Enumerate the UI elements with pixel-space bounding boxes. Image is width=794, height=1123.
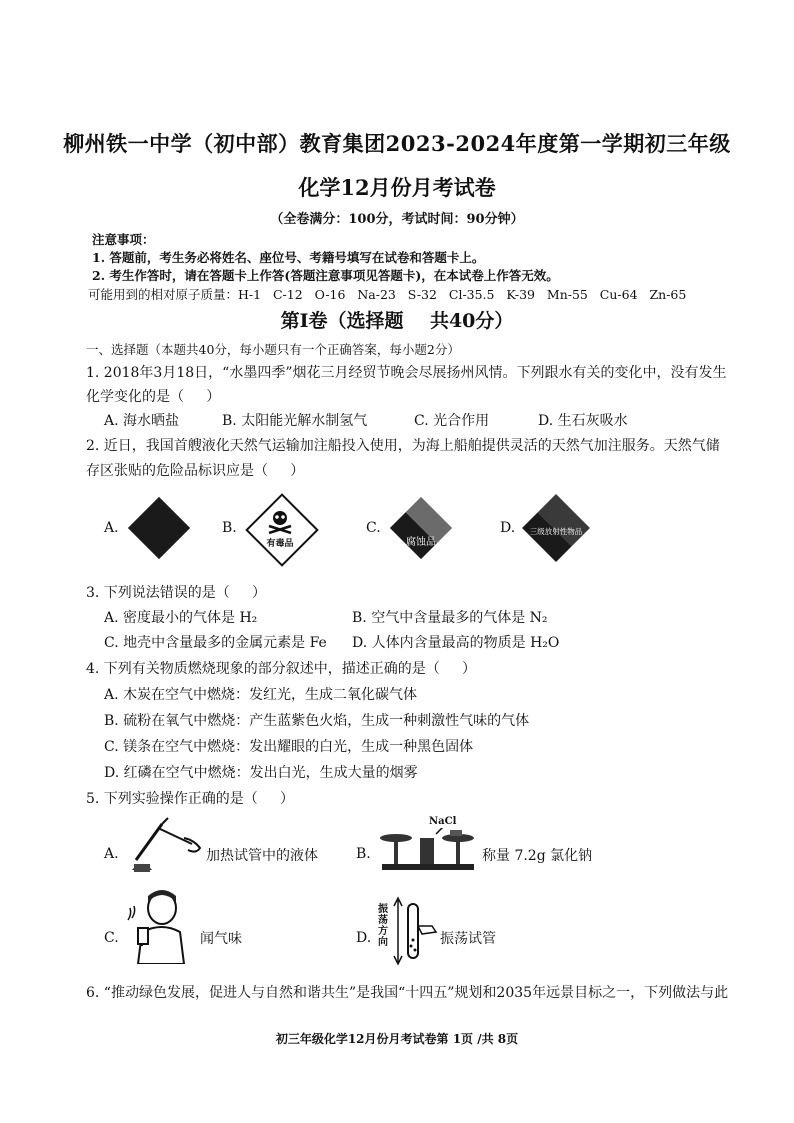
heating-test-tube-illustration [122,814,206,876]
q1-option-c: C. 光合作用 [414,413,490,429]
nacl-label: NaCl [429,816,457,827]
exam-subtitle: （全卷满分：100分，考试时间：90分钟） [270,212,524,227]
q1-stem-line1: 1. 2018年3月18日，“水墨四季”烟花三月经贸节晚会尽展扬州风情。下列跟水有关的变化中，没有发生 [86,365,727,381]
q4-option-c: C. 镁条在空气中燃烧：发出耀眼的白光，生成一种黑色固体 [104,739,474,755]
q4-option-b: B. 硫粉在氧气中燃烧：产生蓝紫色火焰，生成一种刺激性气味的气体 [104,713,530,729]
q5-option-d-letter: D. [356,930,372,946]
test-tube-shaking-illustration [392,896,438,966]
exam-title-line2: 化学12月份月考试卷 [298,175,496,200]
q3-option-c: C. 地壳中含量最多的金属元素是 Fe [104,635,327,651]
hazard-sign-corrosive [390,497,452,559]
q5-option-c-caption: 闻气味 [200,931,242,947]
q2-option-c-letter: C. [366,520,381,536]
q2-stem-line1: 2. 近日，我国首艘液化天然气运输加注船投入使用，为海上船舶提供灵活的天然气加注服务。天然气储 [86,438,720,454]
smelling-person-illustration [124,888,188,964]
q2-option-d-letter: D. [500,520,516,536]
hazard-sign-flammable-gas [128,497,190,559]
hazard-sign-toxic [246,494,314,562]
corrosive-sign-label: 腐蚀品 [406,537,436,548]
atomic-masses: 可能用到的相对原子质量：H-1 C-12 O-16 Na-23 S-32 Cl-35.5 K-39 Mn-55 Cu-64 Zn-65 [88,287,687,302]
q4-stem: 4. 下列有关物质燃烧现象的部分叙述中，描述正确的是（ ） [86,661,477,677]
q2-option-b-letter: B. [222,520,237,536]
skull-icon [266,508,294,534]
q5-option-c-letter: C. [104,930,119,946]
exam-title-line1: 柳州铁一中学（初中部）教育集团2023-2024年度第一学期初三年级 [63,131,731,156]
q5-option-b-letter: B. [356,846,371,862]
q3-option-a: A. 密度最小的气体是 H₂ [104,610,258,626]
q1-option-a: A. 海水晒盐 [104,413,180,429]
q1-option-b: B. 太阳能光解水制氢气 [222,413,368,429]
q1-option-d: D. 生石灰吸水 [538,413,628,429]
q1-stem-line2: 化学变化的是（ ） [86,389,221,405]
q3-option-d: D. 人体内含量最高的物质是 H₂O [352,635,560,651]
q5-stem: 5. 下列实验操作正确的是（ ） [86,791,295,807]
page-footer: 初三年级化学12月份月考试卷第 1页 /共 8页 [275,1032,519,1046]
notes-item-2: 2. 考生作答时，请在答题卡上作答(答题注意事项见答题卡)，在本试卷上作答无效。 [92,268,559,283]
notes-item-1: 1. 答题前，考生务必将姓名、座位号、考籍号填写在试卷和答题卡上。 [92,250,485,265]
section-title: 第Ⅰ卷（选择题 共40分） [280,310,514,332]
q2-stem-line2: 存区张贴的危险品标识应是（ ） [86,463,305,479]
q5-option-b-caption: 称量 7.2g 氯化钠 [482,848,593,864]
q2-option-a-letter: A. [104,520,119,536]
q5-option-d-caption: 振荡试管 [440,931,496,947]
shake-direction-label: 振荡方向 [378,904,388,948]
hazard-sign-radioactive [522,494,590,562]
q5-option-a-letter: A. [104,846,119,862]
toxic-sign-label: 有毒品 [266,539,294,549]
q4-option-d: D. 红磷在空气中燃烧：发出白光，生成大量的烟雾 [104,765,418,781]
q5-option-a-caption: 加热试管中的液体 [206,848,318,864]
q3-option-b: B. 空气中含量最多的气体是 N₂ [352,610,548,626]
section-instructions: 一、选择题（本题共40分，每小题只有一个正确答案，每小题2分） [86,342,460,357]
q6-stem-line1: 6. “推动绿色发展，促进人与自然和谐共生”是我国“十四五”规划和2035年远景目标之一，下列做法与此 [86,985,729,1001]
balance-scale-illustration [376,828,480,872]
q4-option-a: A. 木炭在空气中燃烧：发红光，生成二氧化碳气体 [104,687,418,703]
q3-stem: 3. 下列说法错误的是（ ） [86,585,267,601]
notes-heading: 注意事项： [92,232,155,247]
radioactive-sign-label: 三级放射性物品 [529,527,583,536]
